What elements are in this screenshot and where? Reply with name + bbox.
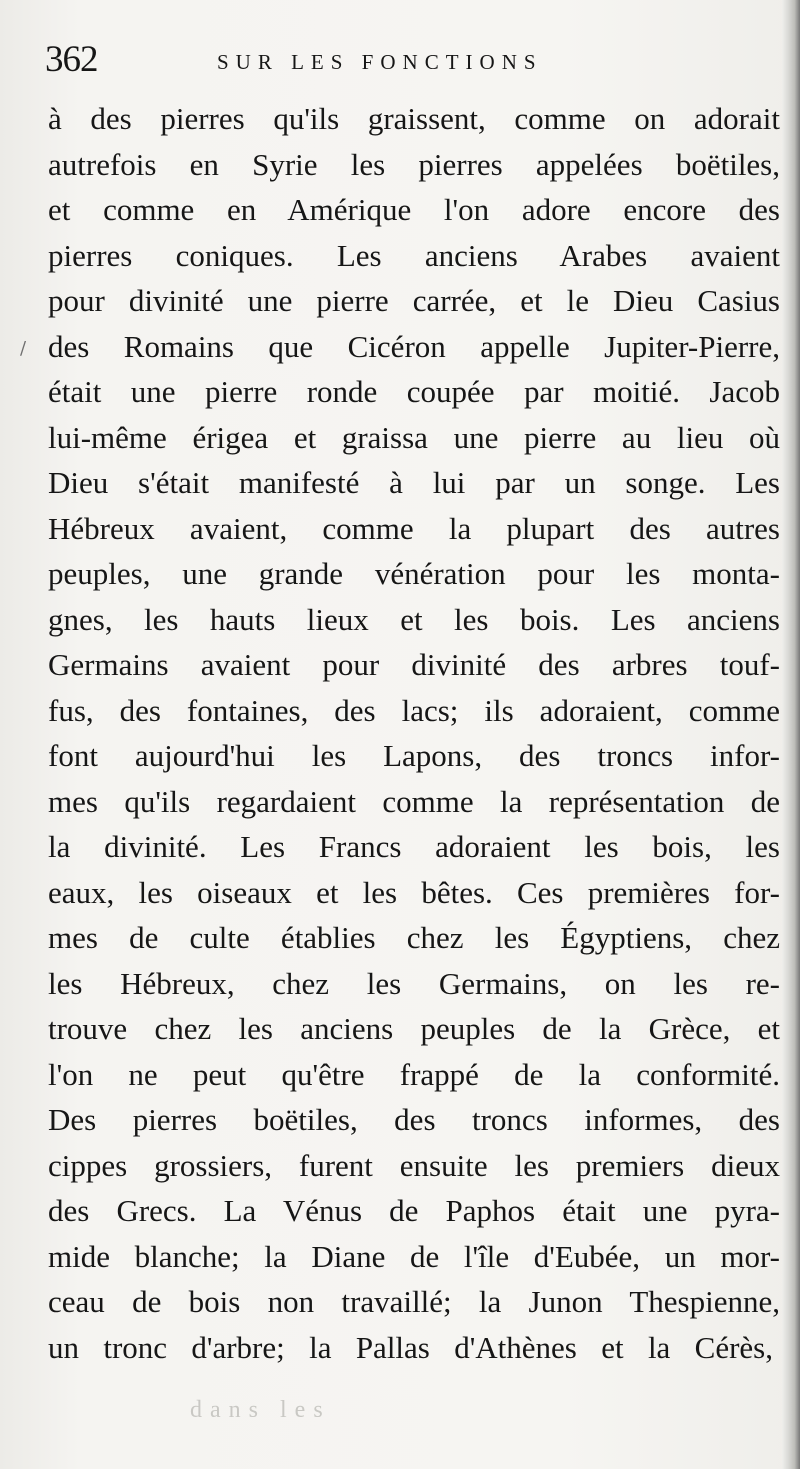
text-line: Germains avaient pour divinité des arbres touf- <box>48 647 780 682</box>
text-line: Des pierres boëtiles, des troncs informes, des <box>48 1102 780 1137</box>
text-line: trouve chez les anciens peuples de la Grèce, et <box>48 1011 780 1046</box>
running-head: SUR LES FONCTIONS <box>217 50 543 74</box>
text-line: des Grecs. La Vénus de Paphos était une pyra- <box>48 1193 780 1228</box>
text-line: pierres coniques. Les anciens Arabes avaient <box>48 237 780 273</box>
text-line: eaux, les oiseaux et les bêtes. Ces premières for- <box>48 874 780 910</box>
text-line: Dieu s'était manifesté à lui par un songe. Les <box>48 465 780 500</box>
text-line: à des pierres qu'ils graissent, comme on adorait <box>48 101 780 136</box>
text-line: la divinité. Les Francs adoraient les bois, les <box>48 829 780 864</box>
text-line: Hébreux avaient, comme la plupart des autres <box>48 510 780 546</box>
text-line: cippes grossiers, furent ensuite les premiers dieux <box>48 1147 780 1183</box>
text-line: font aujourd'hui les Lapons, des troncs infor- <box>48 738 780 773</box>
text-line: l'on ne peut qu'être frappé de la conformité. <box>48 1056 780 1092</box>
text-line: autrefois en Syrie les pierres appelées boëtiles, <box>48 146 780 182</box>
text-line: gnes, les hauts lieux et les bois. Les anciens <box>48 601 780 637</box>
text-line: peuples, une grande vénération pour les monta- <box>48 556 780 591</box>
text-line: pour divinité une pierre carrée, et le Dieu Casius <box>48 283 780 318</box>
text-line: lui-même érigea et graissa une pierre au lieu où <box>48 419 780 455</box>
text-line: mes qu'ils regardaient comme la représentation de <box>48 783 780 819</box>
text-line: mide blanche; la Diane de l'île d'Eubée, un mor- <box>48 1238 780 1274</box>
page-header <box>45 38 645 88</box>
text-line: des Romains que Cicéron appelle Jupiter-Pierre, <box>48 328 780 364</box>
margin-mark: / <box>20 338 27 359</box>
page-number: 362 <box>45 39 98 80</box>
text-line: ceau de bois non travaillé; la Junon Thespienne, <box>48 1284 780 1319</box>
body-text <box>48 96 780 1370</box>
text-line: mes de culte établies chez les Égyptiens, chez <box>48 920 780 955</box>
text-line: était une pierre ronde coupée par moitié. Jacob <box>48 374 780 409</box>
bleed-through-text: dans les <box>190 1397 331 1423</box>
text-line: fus, des fontaines, des lacs; ils adoraient, comme <box>48 692 780 728</box>
page-edge-shadow <box>782 0 800 1469</box>
text-line: un tronc d'arbre; la Pallas d'Athènes et la Cérès, <box>48 1329 773 1365</box>
text-line: et comme en Amérique l'on adore encore des <box>48 192 780 227</box>
text-line: les Hébreux, chez les Germains, on les re- <box>48 965 780 1001</box>
